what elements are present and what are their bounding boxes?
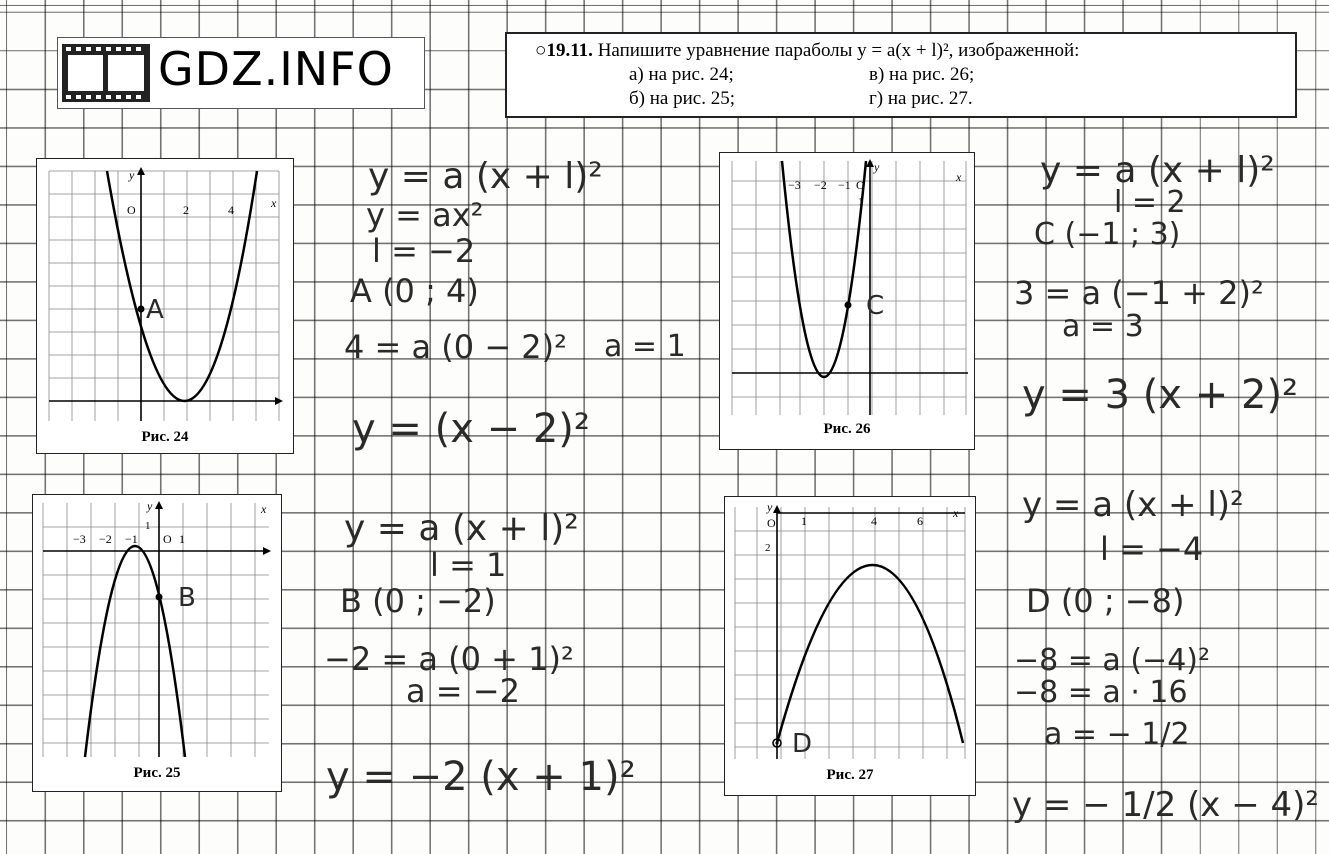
fig25-x-label: x	[261, 502, 267, 516]
figure-25-caption: Рис. 25	[133, 765, 181, 781]
solution-d-line-6: a = − 1/2	[1044, 717, 1190, 752]
fig24-x-label: x	[271, 196, 277, 210]
fig26-origin-label: O	[856, 178, 865, 192]
solution-a	[344, 156, 686, 452]
fig27-x-label: x	[953, 506, 959, 520]
fig25-y-label: y	[147, 499, 153, 513]
solution-c-line-4: 3 = a (−1 + 2)²	[1014, 274, 1264, 312]
solution-b-line-1: y = a (x + l)²	[344, 508, 579, 549]
fig27-origin-label: O	[767, 516, 776, 530]
fig26-y-tick-1: 1	[858, 196, 864, 208]
solution-d	[1012, 485, 1319, 825]
task-item-b: б) на рис. 25;	[629, 88, 735, 109]
solution-c-line-3: C (−1 ; 3)	[1034, 217, 1181, 252]
fig25-tick-1: 1	[179, 532, 185, 546]
task-item-v: в) на рис. 26;	[869, 64, 975, 85]
fig26-tick-minus2: −2	[814, 178, 827, 192]
figure-27-caption: Рис. 27	[826, 767, 874, 783]
solution-c-line-5: a = 3	[1062, 309, 1144, 344]
task-text: Напишите уравнение параболы y = a(x + l)², изображенной:	[597, 40, 1080, 61]
solution-c-line-2: l = 2	[1114, 185, 1186, 220]
solution-c-answer: y = 3 (x + 2)²	[1022, 372, 1299, 418]
fig26-tick-minus3: −3	[788, 178, 801, 192]
solution-a-line-5: 4 = a (0 − 2)²	[344, 328, 567, 366]
point-b-label: B	[178, 583, 196, 613]
fig25-tick-minus3: −3	[73, 532, 86, 546]
solution-a-answer: y = (x − 2)²	[352, 406, 590, 452]
fig25-origin-label: O	[163, 532, 172, 546]
figure-26-caption: Рис. 26	[823, 421, 871, 437]
task-item-a: а) на рис. 24;	[629, 64, 734, 85]
solution-c	[1014, 150, 1298, 418]
solution-b-line-4: −2 = a (0 + 1)²	[324, 640, 574, 678]
point-c-label: C	[866, 291, 885, 321]
solution-b	[324, 508, 636, 800]
solution-b-answer: y = −2 (x + 1)²	[326, 754, 636, 800]
fig27-tick-4: 4	[871, 514, 877, 528]
solution-b-line-3: B (0 ; −2)	[340, 582, 496, 620]
solution-a-line-2: y = ax²	[366, 196, 484, 234]
point-d-label: D	[792, 729, 813, 759]
solution-a-line-3: l = −2	[372, 232, 476, 270]
figure-24-caption: Рис. 24	[141, 429, 189, 445]
task-item-g: г) на рис. 27.	[869, 88, 973, 109]
solution-a-line-1: y = a (x + l)²	[368, 156, 603, 197]
solution-c-line-1: y = a (x + l)²	[1040, 150, 1275, 191]
fig26-y-label: y	[874, 160, 880, 174]
fig27-tick-1: 1	[801, 514, 807, 528]
fig25-tick-minus1: −1	[125, 532, 138, 546]
fig24-tick-2: 2	[183, 203, 189, 217]
fig24-tick-4: 4	[228, 203, 234, 217]
solution-d-line-4: −8 = a (−4)²	[1014, 643, 1211, 678]
fig27-y-label: y	[767, 500, 773, 514]
fig25-tick-minus2: −2	[99, 532, 112, 546]
solution-b-line-2: l = 1	[430, 546, 507, 584]
solution-d-line-2: l = −4	[1100, 530, 1204, 568]
fig26-tick-minus1: −1	[838, 178, 851, 192]
solution-d-answer: y = − 1/2 (x − 4)²	[1012, 785, 1320, 825]
solution-a-line-4: A (0 ; 4)	[350, 272, 479, 310]
point-a-label: A	[146, 295, 164, 325]
solution-b-line-5: a = −2	[406, 672, 520, 710]
task-number: ○19.11.	[535, 40, 593, 61]
fig24-origin-label: O	[127, 203, 136, 217]
fig24-y-label: y	[129, 168, 135, 182]
fig25-y-tick-1: 1	[145, 520, 151, 532]
logo-text: GDZ.INFO	[158, 42, 394, 96]
solution-d-line-5: −8 = a · 16	[1014, 675, 1188, 710]
solution-d-line-1: y = a (x + l)²	[1022, 485, 1244, 525]
solution-a-line-6: a = 1	[604, 329, 686, 364]
solution-d-line-3: D (0 ; −8)	[1026, 582, 1185, 620]
fig27-y-tick-2: 2	[765, 542, 771, 554]
fig27-tick-6: 6	[917, 514, 923, 528]
fig26-x-label: x	[956, 170, 962, 184]
